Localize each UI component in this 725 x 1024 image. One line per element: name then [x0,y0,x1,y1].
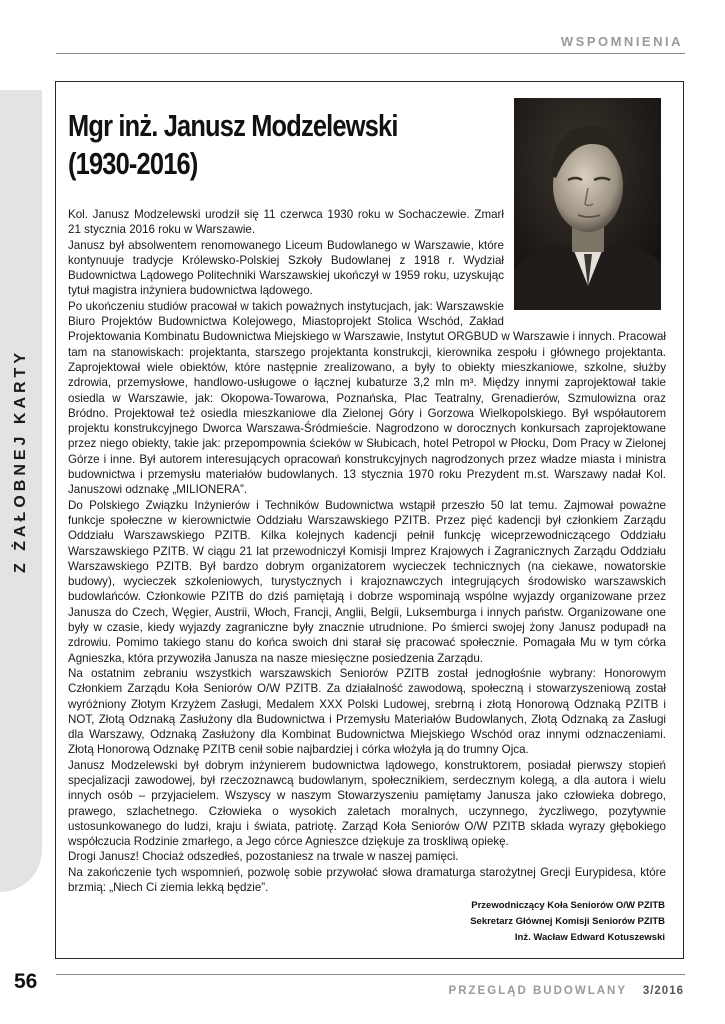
photo-wrap-spacer [504,207,666,325]
article-paragraph: Janusz Modzelewski był dobrym inżynierem budownictwa lądowego, konstruktorem, posiadał pierwszy stopień specjalizacji zawodowej, był rzeczoznawcą budowlanym, społecznikiem, serdecznym kolegą, a dla autora i wielu innych osób – przyjacielem. Wszyscy w naszym Stowarzyszeniu pamiętamy Janusza jako człowieka dobrego, prawego, szlachetnego. Człowieka o wysokich zaletach moralnych, uczynnego, życzliwego, pozytywnie ustosunkowanego do ludzi, kraju i świata, patriotę. Zarząd Koła Seniorów O/W PZITB składa wyrazy głębokiego współczucia Rodzinie zmarłego, a Jego córce Agnieszce dziękuje za troskliwą opiekę. [68,758,666,849]
title-name: Mgr inż. Janusz Modzelewski [68,108,398,143]
article-paragraph: Drogi Janusz! Chociaż odszedłeś, pozostaniesz na trwale w naszej pamięci. [68,850,459,864]
article-paragraph: Janusz był absolwentem renomowanego Liceum Budowlanego w Warszawie, które kontynuuje tradycje Królewsko-Polskiej Szkoły Budowlanej z 1918 r. Wydział Budownictwa Lądowego Politechniki Warszawskiej ukończył w 1959 roku, uzyskując tytuł magistra inżyniera budownictwa lądowego. [68,238,504,298]
side-label: Z ŻAŁOBNEJ KARTY [12,349,29,573]
article-paragraph: Na ostatnim zebraniu wszystkich warszawskich Seniorów PZITB został jednogłośnie wybrany: Honorowym Członkiem Zarządu Koła Seniorów O/W PZITB. Za działalność zawodową, społeczną i stowarzyszeniową został wyróżniony Złotym Krzyżem Zasługi, Medalem XXX Polski Ludowej, srebrną i złotą Honorową Odznaką PZITB i NOT, Złotą Odznaką Zasłużony dla Budownictwa i Przemysłu Materiałów Budowlanych, Złotą Odznaką za Zasługi dla Warszawy, Odznaką Zasłużony dla Kombinat Budownictwa Miejskiego Wschód oraz innymi odznaczeniami. Złotą Honorową Odznakę PZITB cenił sobie najbardziej i córka włożyła ją do trumny Ojca. [68,666,666,757]
section-label: WSPOMNIENIA [560,34,683,49]
signature-line: Inż. Wacław Edward Kotuszewski [514,932,665,943]
page-number: 56 [14,970,38,993]
article-paragraph: Do Polskiego Związku Inżynierów i Techników Budownictwa wstąpił przeszło 50 lat temu. Zajmował poważne funkcje społeczne w kierownictwie Oddziału Warszawskiego PZITB. Przez pięć kadencji był członkiem Zarządu Oddziału Warszawskiego PZITB. Kilka kolejnych kadencji pełnił funkcję wiceprzewodniczącego Oddziału Warszawskiego PZITB. W ciągu 21 lat przewodniczył Komisji Imprez Krajowych i Zagranicznych Zarządu Oddziału Warszawskiego PZITB. Był bardzo dobrym organizatorem wycieczek technicznych (na ciekawe, nowatorskie budowy), wycieczek szkoleniowych, turystycznych i krajoznawczych integrujących środowisko warszawskich budowlańców. Członkowie PZITB do dziś pamiętają i dobrze wspominają wspólne wyjazdy organizowane przez Janusza do Czech, Węgier, Austrii, Włoch, Francji, Anglii, Belgii, Luksemburga i innych państw. Organizowane one były w czasie, kiedy wyjazdy zagraniczne były znacznie utrudnione. Po śmierci swojej żony Janusz podupadł na zdrowiu. Pomimo takiego stanu do końca swoich dni starał się pracować społecznie. Pomagała Mu w tym córka Agnieszka, która przywoziła Janusza na nasze miesięczne posiedzenia Zarządu. [68,498,666,665]
side-label-container [0,330,42,592]
header-divider [56,53,685,54]
article-title [68,107,421,183]
journal-name: PRZEGLĄD BUDOWLANY [448,985,627,997]
author-signature [470,898,665,946]
signature-line: Sekretarz Głównej Komisji Seniorów PZITB [470,916,665,927]
article-paragraph: Na zakończenie tych wspomnień, pozwolę sobie przywołać słowa dramaturga starożytnej Grecji Eurypidesa, które brzmią: „Niech Ci ziemia lekką będzie”. [68,865,666,895]
footer-divider [56,974,685,975]
signature-line: Przewodniczący Koła Seniorów O/W PZITB [471,900,665,911]
title-dates: (1930-2016) [68,146,198,181]
article-paragraph: Po ukończeniu studiów pracował w takich poważnych instytucjach, jak: Warszawskie Biuro Projektów Budownictwa Kolejowego, Miastoprojekt Stolica Wschód, Zakład Projektowania Kombinatu Budownictwa Miejskiego w Warszawie, Instytut ORGBUD w Warszawie i innych. Pracował tam na stanowiskach: projektanta, starszego projektanta konstrukcji, kierownika zespołu i głównego projektanta. Zaprojektował wiele obiektów, które następnie zrealizowano, a były to obiekty mieszkaniowe, szkolne, służby zdrowia, przemysłowe, handlowo-usługowe o łącznej kubaturze 3,2 mln m³. Między innymi zaprojektował takie osiedla w Warszawie, jak: Okopowa-Towarowa, Poznańska, Plac Teatralny, Grenadierów, Szmulowizna oraz Bródno. Projektował też osiedla mieszkaniowe dla Zielonej Góry i Gorzowa Wielkopolskiego. Był współautorem projektu konstrukcyjnego Dworca Warszawa-Śródmieście. Nagrodzono w dorocznych konkursach zaprojektowane przez niego obiekty, takie jak: przepompownia ścieków w Słubicach, hotel Petropol w Płocku, Dom Pracy w Zielonej Górze i inne. Był autorem interesujących opracowań konstrukcyjnych nagrodzonych przez władze miasta i ministra budownictwa i przemysłu materiałów budowlanych. 13 stycznia 1970 roku Prezydent m.st. Warszawy nadał Kol. Januszowi odznakę „MILIONERA”. [68,299,666,497]
issue-number: 3/2016 [642,985,684,997]
article-paragraph: Kol. Janusz Modzelewski urodził się 11 czerwca 1930 roku w Sochaczewie. Zmarł 21 stycznia 2016 roku w Warszawie. [68,208,504,237]
article-body [68,207,666,895]
